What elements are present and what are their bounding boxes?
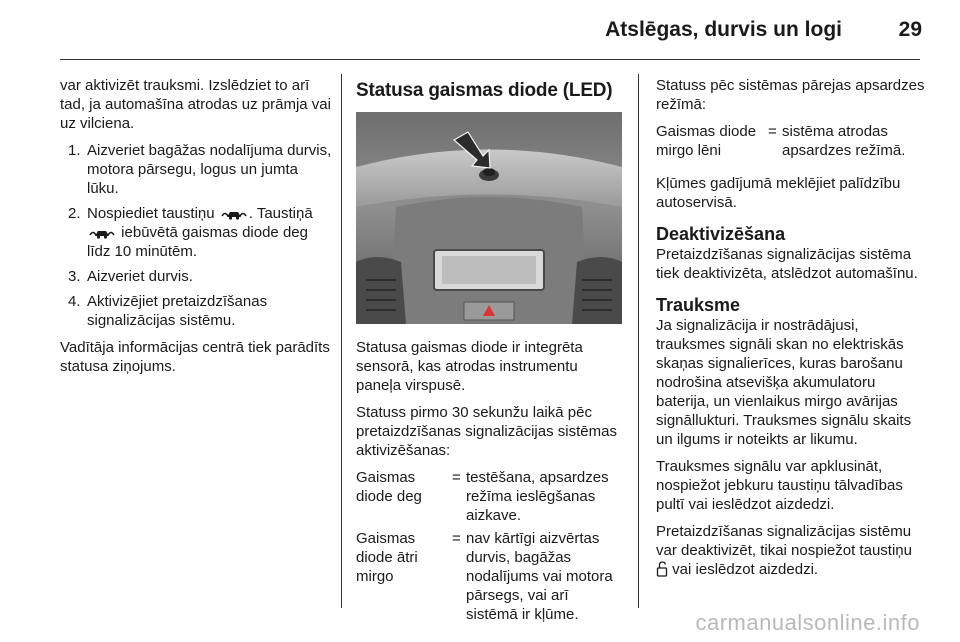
- unlock-icon: [656, 561, 668, 577]
- car-wave-icon: [87, 226, 117, 240]
- header-rule: [60, 59, 920, 60]
- table-row: Gaismas diode ātri mirgo = nav kārtīgi aizvērtas durvis, bagāžas nodalījums vai motora pārsegs, vai arī sistēmā ir kļūme.: [356, 530, 613, 623]
- heading-alarm: Trauksme: [656, 295, 741, 315]
- status-intro: Statuss pirmo 30 sekunžu laikā pēc pretaizdzīšanas signalizācijas sistēmas aktivizēšanas:: [356, 404, 617, 459]
- column-1: [60, 76, 332, 384]
- list-item: 2. Nospiediet taustiņu . Taustiņā iebūvētā gaismas diode deg līdz 10 minūtēm.: [68, 205, 313, 260]
- dashboard-led-photo: [356, 112, 622, 324]
- column-divider-2: [638, 74, 639, 608]
- list-item: 3. Aizveriet durvis.: [68, 268, 193, 285]
- watermark: carmanualsonline.info: [695, 610, 920, 635]
- table-row: Gaismas diode mirgo lēni = sistēma atrodas apsardzes režīmā.: [656, 123, 906, 159]
- led-description: Statusa gaismas diode ir integrēta sensorā, kas atrodas instrumentu paneļa virspusē.: [356, 339, 583, 394]
- page-header: [0, 0, 960, 62]
- list-item: 4. Aktivizējiet pretaizdzīšanas signalizācijas sistēmu.: [68, 293, 268, 329]
- alarm-paragraph-3: Pretaizdzīšanas signalizācijas sistēmu var deaktivizēt, tikai nospiežot taustiņu vai ieslēdzot aizdedzi.: [656, 523, 912, 578]
- heading-deactivation: Deaktivizēšana: [656, 224, 786, 244]
- column-divider-1: [341, 74, 342, 608]
- page-number: 29: [898, 18, 922, 41]
- column-2: [356, 76, 622, 632]
- fault-paragraph: Kļūmes gadījumā meklējiet palīdzību autoservisā.: [656, 175, 901, 211]
- status-table-1: [356, 468, 622, 624]
- armed-status-intro: Statuss pēc sistēmas pārejas apsardzes režīmā:: [656, 77, 925, 113]
- column-3: [656, 76, 926, 587]
- alarm-paragraph-1: Ja signalizācija ir nostrādājusi, trauksmes signāli skan no elektriskās skaņas signalierīces, kuras barošanu nodrošina atsevišķa akumulatoru baterija, un vienlaikus mirgo avārijas signāllukturi. Trauksmes signālu skaits un ilgums ir noteikts ar likumu.: [656, 317, 912, 448]
- list-item: 1. Aizveriet bagāžas nodalījuma durvis, motora pārsegu, logus un jumta lūku.: [68, 142, 332, 197]
- car-wave-icon: [219, 207, 249, 221]
- chapter-title: Atslēgas, durvis un logi: [605, 18, 842, 41]
- status-table-2: [656, 122, 926, 160]
- steps-list: [60, 141, 332, 330]
- outro-paragraph: Vadītāja informācijas centrā tiek parādīts statusa ziņojums.: [60, 339, 330, 375]
- section-heading-led: Statusa gaismas diode (LED): [356, 80, 613, 101]
- table-row: Gaismas diode deg = testēšana, apsardzes režīma ieslēgšanas aizkave.: [356, 469, 609, 524]
- deactivation-paragraph: Pretaizdzīšanas signalizācijas sistēma tiek deaktivizēta, atslēdzot automašīnu.: [656, 246, 918, 282]
- intro-paragraph: var aktivizēt trauksmi. Izslēdziet to arī tad, ja automašīna atrodas uz prāmja vai uz vilciena.: [60, 77, 331, 132]
- alarm-paragraph-2: Trauksmes signālu var apklusināt, nospiežot jebkuru taustiņu tālvadības pultī vai ieslēdzot aizdedzi.: [656, 458, 903, 513]
